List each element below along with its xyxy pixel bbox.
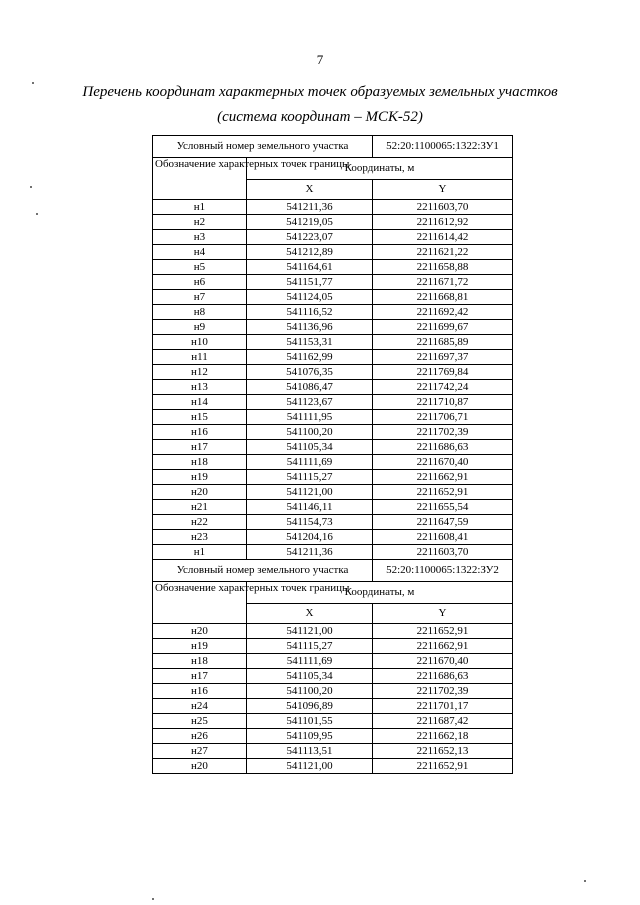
point-name: н12 — [153, 365, 247, 380]
document-title: Перечень координат характерных точек образуемых земельных участков — [82, 84, 558, 100]
table-row — [153, 530, 513, 545]
table-row — [153, 500, 513, 515]
x-coordinate: 541116,52 — [247, 305, 373, 320]
x-coordinate: 541211,36 — [247, 545, 373, 560]
x-header: X — [247, 604, 373, 624]
table-row — [153, 759, 513, 774]
y-coordinate: 2211608,41 — [373, 530, 513, 545]
y-coordinate: 2211652,13 — [373, 744, 513, 759]
table-row — [153, 515, 513, 530]
point-name: н14 — [153, 395, 247, 410]
y-coordinate: 2211652,91 — [373, 485, 513, 500]
table-row — [153, 395, 513, 410]
table-row — [153, 230, 513, 245]
document-subtitle: (система координат – МСК-52) — [217, 109, 423, 125]
y-coordinate: 2211702,39 — [373, 684, 513, 699]
point-name: н1 — [153, 545, 247, 560]
point-name: н22 — [153, 515, 247, 530]
x-coordinate: 541223,07 — [247, 230, 373, 245]
x-coordinate: 541211,36 — [247, 200, 373, 215]
y-coordinate: 2211612,92 — [373, 215, 513, 230]
x-coordinate: 541164,61 — [247, 260, 373, 275]
table-row — [153, 245, 513, 260]
x-coordinate: 541153,31 — [247, 335, 373, 350]
point-name: н27 — [153, 744, 247, 759]
table-row — [153, 440, 513, 455]
y-coordinate: 2211699,67 — [373, 320, 513, 335]
page-number: 7 — [316, 52, 324, 67]
x-coordinate: 541121,00 — [247, 759, 373, 774]
y-header: Y — [373, 180, 513, 200]
table-row — [153, 729, 513, 744]
x-coordinate: 541113,51 — [247, 744, 373, 759]
x-coordinate: 541111,69 — [247, 654, 373, 669]
point-name: н5 — [153, 260, 247, 275]
parcel-number: 52:20:1100065:1322:ЗУ2 — [373, 560, 513, 582]
y-coordinate: 2211702,39 — [373, 425, 513, 440]
y-coordinate: 2211686,63 — [373, 440, 513, 455]
x-coordinate: 541162,99 — [247, 350, 373, 365]
table-row — [153, 410, 513, 425]
point-name: н1 — [153, 200, 247, 215]
scan-speck — [32, 82, 34, 84]
x-coordinate: 541109,95 — [247, 729, 373, 744]
x-coordinate: 541121,00 — [247, 485, 373, 500]
y-coordinate: 2211603,70 — [373, 545, 513, 560]
table-row — [153, 714, 513, 729]
coordinates-table — [152, 135, 513, 774]
point-name: н17 — [153, 440, 247, 455]
point-name: н20 — [153, 624, 247, 639]
table-row — [153, 260, 513, 275]
y-coordinate: 2211668,81 — [373, 290, 513, 305]
y-coordinate: 2211652,91 — [373, 759, 513, 774]
point-name: н23 — [153, 530, 247, 545]
scan-speck — [152, 898, 154, 900]
x-coordinate: 541123,67 — [247, 395, 373, 410]
x-coordinate: 541146,11 — [247, 500, 373, 515]
table-row — [153, 425, 513, 440]
point-name: н17 — [153, 669, 247, 684]
table-row — [153, 654, 513, 669]
y-coordinate: 2211742,24 — [373, 380, 513, 395]
x-coordinate: 541212,89 — [247, 245, 373, 260]
y-coordinate: 2211670,40 — [373, 654, 513, 669]
point-name: н16 — [153, 684, 247, 699]
point-name: н18 — [153, 455, 247, 470]
y-coordinate: 2211655,54 — [373, 500, 513, 515]
point-name: н4 — [153, 245, 247, 260]
table-row — [153, 455, 513, 470]
table-row — [153, 290, 513, 305]
x-coordinate: 541115,27 — [247, 470, 373, 485]
point-name: н21 — [153, 500, 247, 515]
point-name: н10 — [153, 335, 247, 350]
column-header-row — [153, 158, 513, 180]
x-coordinate: 541101,55 — [247, 714, 373, 729]
x-coordinate: 541105,34 — [247, 440, 373, 455]
y-coordinate: 2211769,84 — [373, 365, 513, 380]
scan-speck — [584, 880, 586, 882]
x-coordinate: 541219,05 — [247, 215, 373, 230]
y-coordinate: 2211685,89 — [373, 335, 513, 350]
y-coordinate: 2211687,42 — [373, 714, 513, 729]
point-label-header: Обозначение характерных точек границы — [153, 582, 247, 624]
y-coordinate: 2211662,91 — [373, 470, 513, 485]
y-coordinate: 2211701,17 — [373, 699, 513, 714]
x-coordinate: 541105,34 — [247, 669, 373, 684]
table-row — [153, 485, 513, 500]
point-name: н20 — [153, 485, 247, 500]
table-row — [153, 624, 513, 639]
point-name: н3 — [153, 230, 247, 245]
x-coordinate: 541151,77 — [247, 275, 373, 290]
y-coordinate: 2211652,91 — [373, 624, 513, 639]
y-coordinate: 2211621,22 — [373, 245, 513, 260]
x-coordinate: 541076,35 — [247, 365, 373, 380]
point-name: н25 — [153, 714, 247, 729]
table-row — [153, 380, 513, 395]
x-coordinate: 541121,00 — [247, 624, 373, 639]
table-row — [153, 305, 513, 320]
x-coordinate: 541096,89 — [247, 699, 373, 714]
point-name: н11 — [153, 350, 247, 365]
point-name: н6 — [153, 275, 247, 290]
table-row — [153, 470, 513, 485]
table-row — [153, 215, 513, 230]
x-coordinate: 541111,95 — [247, 410, 373, 425]
y-coordinate: 2211671,72 — [373, 275, 513, 290]
y-coordinate: 2211647,59 — [373, 515, 513, 530]
x-coordinate: 541115,27 — [247, 639, 373, 654]
coordinates-header: Координаты, м — [247, 582, 513, 604]
x-coordinate: 541111,69 — [247, 455, 373, 470]
x-coordinate: 541100,20 — [247, 684, 373, 699]
x-coordinate: 541086,47 — [247, 380, 373, 395]
table-row — [153, 545, 513, 560]
x-coordinate: 541124,05 — [247, 290, 373, 305]
table-row — [153, 200, 513, 215]
table-row — [153, 275, 513, 290]
point-name: н9 — [153, 320, 247, 335]
y-coordinate: 2211614,42 — [373, 230, 513, 245]
table-row — [153, 684, 513, 699]
x-coordinate: 541136,96 — [247, 320, 373, 335]
table-row — [153, 639, 513, 654]
table-row — [153, 669, 513, 684]
point-name: н2 — [153, 215, 247, 230]
y-coordinate: 2211686,63 — [373, 669, 513, 684]
table-row — [153, 350, 513, 365]
point-name: н19 — [153, 639, 247, 654]
point-name: н24 — [153, 699, 247, 714]
parcel-label: Условный номер земельного участка — [153, 560, 373, 582]
scan-speck — [30, 186, 32, 188]
y-coordinate: 2211670,40 — [373, 455, 513, 470]
parcel-header-row — [153, 136, 513, 158]
y-coordinate: 2211706,71 — [373, 410, 513, 425]
parcel-header-row — [153, 560, 513, 582]
scan-speck — [36, 213, 38, 215]
point-name: н26 — [153, 729, 247, 744]
point-name: н8 — [153, 305, 247, 320]
table-row — [153, 699, 513, 714]
y-coordinate: 2211692,42 — [373, 305, 513, 320]
table-row — [153, 365, 513, 380]
parcel-label: Условный номер земельного участка — [153, 136, 373, 158]
y-coordinate: 2211710,87 — [373, 395, 513, 410]
point-name: н18 — [153, 654, 247, 669]
x-coordinate: 541100,20 — [247, 425, 373, 440]
point-label-header: Обозначение характерных точек границы — [153, 158, 247, 200]
coordinates-header: Координаты, м — [247, 158, 513, 180]
y-coordinate: 2211603,70 — [373, 200, 513, 215]
point-name: н19 — [153, 470, 247, 485]
column-header-row — [153, 582, 513, 604]
y-coordinate: 2211658,88 — [373, 260, 513, 275]
table-row — [153, 744, 513, 759]
y-coordinate: 2211662,18 — [373, 729, 513, 744]
x-coordinate: 541154,73 — [247, 515, 373, 530]
point-name: н13 — [153, 380, 247, 395]
y-header: Y — [373, 604, 513, 624]
point-name: н7 — [153, 290, 247, 305]
parcel-number: 52:20:1100065:1322:ЗУ1 — [373, 136, 513, 158]
point-name: н16 — [153, 425, 247, 440]
x-coordinate: 541204,16 — [247, 530, 373, 545]
x-header: X — [247, 180, 373, 200]
point-name: н20 — [153, 759, 247, 774]
table-row — [153, 320, 513, 335]
y-coordinate: 2211697,37 — [373, 350, 513, 365]
table-row — [153, 335, 513, 350]
point-name: н15 — [153, 410, 247, 425]
y-coordinate: 2211662,91 — [373, 639, 513, 654]
